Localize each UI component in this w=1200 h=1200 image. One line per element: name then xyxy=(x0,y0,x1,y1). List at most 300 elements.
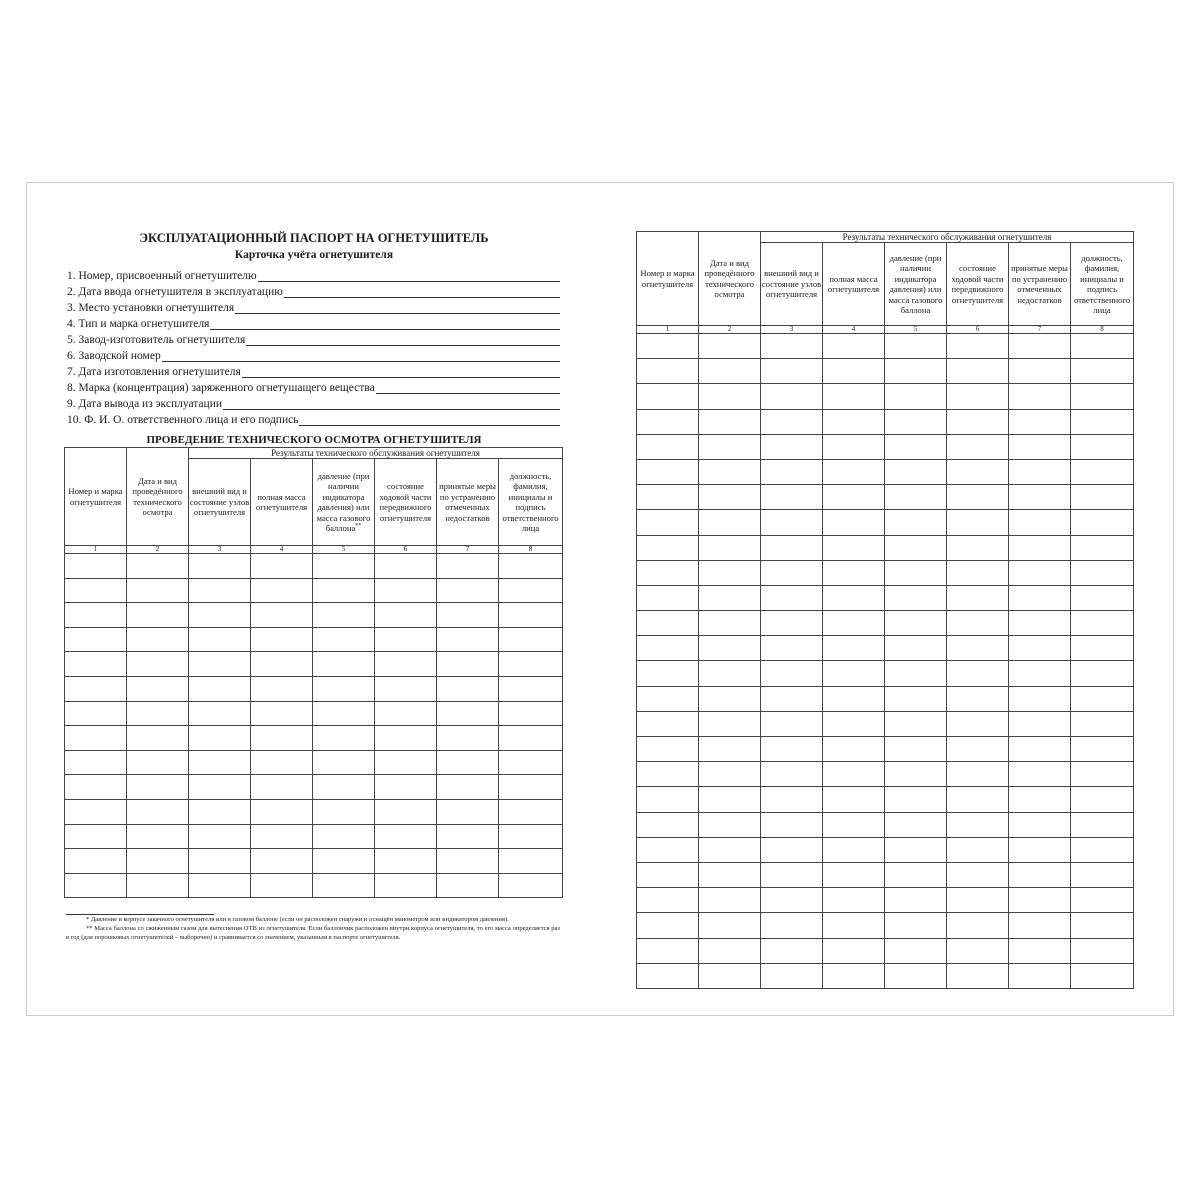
table-cell[interactable] xyxy=(699,384,761,409)
table-cell[interactable] xyxy=(1009,963,1071,988)
table-cell[interactable] xyxy=(375,603,437,628)
table-cell[interactable] xyxy=(437,775,499,800)
table-cell[interactable] xyxy=(699,963,761,988)
table-cell[interactable] xyxy=(699,585,761,610)
table-cell[interactable] xyxy=(1009,535,1071,560)
table-cell[interactable] xyxy=(699,459,761,484)
table-cell[interactable] xyxy=(127,578,189,603)
table-cell[interactable] xyxy=(823,737,885,762)
table-cell[interactable] xyxy=(251,603,313,628)
table-cell[interactable] xyxy=(1071,938,1134,963)
table-cell[interactable] xyxy=(823,409,885,434)
table-cell[interactable] xyxy=(947,812,1009,837)
table-cell[interactable] xyxy=(313,873,375,898)
table-cell[interactable] xyxy=(947,888,1009,913)
table-cell[interactable] xyxy=(823,837,885,862)
table-cell[interactable] xyxy=(189,750,251,775)
table-cell[interactable] xyxy=(699,409,761,434)
table-cell[interactable] xyxy=(1071,711,1134,736)
table-cell[interactable] xyxy=(437,554,499,579)
table-cell[interactable] xyxy=(761,485,823,510)
table-cell[interactable] xyxy=(127,824,189,849)
table-cell[interactable] xyxy=(699,661,761,686)
table-cell[interactable] xyxy=(1009,762,1071,787)
table-cell[interactable] xyxy=(251,652,313,677)
table-cell[interactable] xyxy=(375,726,437,751)
table-cell[interactable] xyxy=(885,686,947,711)
table-cell[interactable] xyxy=(437,799,499,824)
table-cell[interactable] xyxy=(637,359,699,384)
field-manufacturer[interactable] xyxy=(64,331,560,347)
table-cell[interactable] xyxy=(1009,737,1071,762)
table-cell[interactable] xyxy=(127,676,189,701)
table-cell[interactable] xyxy=(947,913,1009,938)
table-cell[interactable] xyxy=(947,737,1009,762)
table-cell[interactable] xyxy=(1071,963,1134,988)
table-cell[interactable] xyxy=(761,510,823,535)
table-cell[interactable] xyxy=(637,485,699,510)
table-cell[interactable] xyxy=(823,334,885,359)
table-cell[interactable] xyxy=(437,701,499,726)
table-cell[interactable] xyxy=(823,963,885,988)
table-cell[interactable] xyxy=(637,560,699,585)
table-cell[interactable] xyxy=(947,459,1009,484)
table-cell[interactable] xyxy=(947,787,1009,812)
table-cell[interactable] xyxy=(1071,585,1134,610)
table-cell[interactable] xyxy=(1009,787,1071,812)
table-cell[interactable] xyxy=(823,812,885,837)
table-cell[interactable] xyxy=(637,888,699,913)
table-cell[interactable] xyxy=(1071,913,1134,938)
table-cell[interactable] xyxy=(823,888,885,913)
table-cell[interactable] xyxy=(885,938,947,963)
table-cell[interactable] xyxy=(699,686,761,711)
table-cell[interactable] xyxy=(885,888,947,913)
table-cell[interactable] xyxy=(823,434,885,459)
table-cell[interactable] xyxy=(761,762,823,787)
table-cell[interactable] xyxy=(189,578,251,603)
table-cell[interactable] xyxy=(127,726,189,751)
table-cell[interactable] xyxy=(823,560,885,585)
table-cell[interactable] xyxy=(1071,535,1134,560)
field-location[interactable] xyxy=(64,299,560,315)
table-cell[interactable] xyxy=(375,849,437,874)
table-cell[interactable] xyxy=(823,762,885,787)
table-cell[interactable] xyxy=(189,726,251,751)
table-cell[interactable] xyxy=(761,459,823,484)
table-cell[interactable] xyxy=(947,661,1009,686)
table-cell[interactable] xyxy=(699,434,761,459)
table-cell[interactable] xyxy=(189,873,251,898)
table-cell[interactable] xyxy=(251,726,313,751)
table-cell[interactable] xyxy=(65,676,127,701)
table-cell[interactable] xyxy=(637,459,699,484)
table-cell[interactable] xyxy=(65,578,127,603)
table-cell[interactable] xyxy=(313,726,375,751)
table-cell[interactable] xyxy=(637,812,699,837)
table-cell[interactable] xyxy=(499,652,563,677)
table-cell[interactable] xyxy=(699,611,761,636)
table-cell[interactable] xyxy=(885,485,947,510)
table-cell[interactable] xyxy=(947,485,1009,510)
table-cell[interactable] xyxy=(1009,661,1071,686)
table-cell[interactable] xyxy=(947,585,1009,610)
table-cell[interactable] xyxy=(637,737,699,762)
field-responsible[interactable] xyxy=(64,411,560,427)
table-cell[interactable] xyxy=(699,560,761,585)
field-number[interactable] xyxy=(64,267,560,283)
table-cell[interactable] xyxy=(499,873,563,898)
table-cell[interactable] xyxy=(437,824,499,849)
table-cell[interactable] xyxy=(375,627,437,652)
table-cell[interactable] xyxy=(313,701,375,726)
table-cell[interactable] xyxy=(699,812,761,837)
table-cell[interactable] xyxy=(189,554,251,579)
table-cell[interactable] xyxy=(1009,585,1071,610)
table-cell[interactable] xyxy=(189,849,251,874)
table-cell[interactable] xyxy=(499,799,563,824)
table-cell[interactable] xyxy=(65,726,127,751)
table-cell[interactable] xyxy=(947,510,1009,535)
table-cell[interactable] xyxy=(1071,485,1134,510)
table-cell[interactable] xyxy=(437,726,499,751)
table-cell[interactable] xyxy=(1071,560,1134,585)
table-cell[interactable] xyxy=(251,676,313,701)
table-cell[interactable] xyxy=(885,862,947,887)
table-cell[interactable] xyxy=(437,652,499,677)
table-cell[interactable] xyxy=(1009,938,1071,963)
table-cell[interactable] xyxy=(65,554,127,579)
table-cell[interactable] xyxy=(699,913,761,938)
table-cell[interactable] xyxy=(699,485,761,510)
table-cell[interactable] xyxy=(375,554,437,579)
table-cell[interactable] xyxy=(499,775,563,800)
table-cell[interactable] xyxy=(699,359,761,384)
table-cell[interactable] xyxy=(947,560,1009,585)
table-cell[interactable] xyxy=(65,799,127,824)
table-cell[interactable] xyxy=(127,775,189,800)
table-cell[interactable] xyxy=(1071,812,1134,837)
table-cell[interactable] xyxy=(375,873,437,898)
table-cell[interactable] xyxy=(637,409,699,434)
table-cell[interactable] xyxy=(499,554,563,579)
table-cell[interactable] xyxy=(885,661,947,686)
table-cell[interactable] xyxy=(947,837,1009,862)
table-cell[interactable] xyxy=(761,384,823,409)
table-cell[interactable] xyxy=(761,560,823,585)
field-commission-date[interactable] xyxy=(64,283,560,299)
table-cell[interactable] xyxy=(1071,434,1134,459)
table-cell[interactable] xyxy=(637,661,699,686)
table-cell[interactable] xyxy=(947,762,1009,787)
table-cell[interactable] xyxy=(127,873,189,898)
table-cell[interactable] xyxy=(823,938,885,963)
table-cell[interactable] xyxy=(637,862,699,887)
table-cell[interactable] xyxy=(437,676,499,701)
table-cell[interactable] xyxy=(699,636,761,661)
table-cell[interactable] xyxy=(1009,334,1071,359)
table-cell[interactable] xyxy=(251,750,313,775)
table-cell[interactable] xyxy=(761,409,823,434)
table-cell[interactable] xyxy=(761,711,823,736)
table-cell[interactable] xyxy=(885,434,947,459)
field-serial[interactable] xyxy=(64,347,560,363)
table-cell[interactable] xyxy=(947,434,1009,459)
table-cell[interactable] xyxy=(375,824,437,849)
table-cell[interactable] xyxy=(761,862,823,887)
table-cell[interactable] xyxy=(1071,359,1134,384)
table-cell[interactable] xyxy=(761,359,823,384)
table-cell[interactable] xyxy=(637,913,699,938)
table-cell[interactable] xyxy=(499,627,563,652)
table-cell[interactable] xyxy=(947,963,1009,988)
table-cell[interactable] xyxy=(1071,636,1134,661)
table-cell[interactable] xyxy=(1071,787,1134,812)
table-cell[interactable] xyxy=(1071,384,1134,409)
table-cell[interactable] xyxy=(885,737,947,762)
table-cell[interactable] xyxy=(65,824,127,849)
table-cell[interactable] xyxy=(1071,862,1134,887)
table-cell[interactable] xyxy=(1009,862,1071,887)
table-cell[interactable] xyxy=(251,799,313,824)
table-cell[interactable] xyxy=(251,873,313,898)
table-cell[interactable] xyxy=(65,849,127,874)
table-cell[interactable] xyxy=(637,510,699,535)
table-cell[interactable] xyxy=(823,384,885,409)
table-cell[interactable] xyxy=(313,627,375,652)
table-cell[interactable] xyxy=(1071,409,1134,434)
table-cell[interactable] xyxy=(1071,510,1134,535)
table-cell[interactable] xyxy=(313,676,375,701)
table-cell[interactable] xyxy=(1009,459,1071,484)
table-cell[interactable] xyxy=(1009,711,1071,736)
table-cell[interactable] xyxy=(1009,359,1071,384)
table-cell[interactable] xyxy=(1009,812,1071,837)
table-cell[interactable] xyxy=(947,938,1009,963)
table-cell[interactable] xyxy=(947,359,1009,384)
table-cell[interactable] xyxy=(1009,888,1071,913)
table-cell[interactable] xyxy=(1009,434,1071,459)
table-cell[interactable] xyxy=(251,554,313,579)
table-cell[interactable] xyxy=(313,849,375,874)
table-cell[interactable] xyxy=(375,750,437,775)
table-cell[interactable] xyxy=(947,384,1009,409)
table-cell[interactable] xyxy=(761,611,823,636)
table-cell[interactable] xyxy=(251,824,313,849)
table-cell[interactable] xyxy=(65,873,127,898)
table-cell[interactable] xyxy=(499,849,563,874)
table-cell[interactable] xyxy=(189,603,251,628)
table-cell[interactable] xyxy=(375,775,437,800)
table-cell[interactable] xyxy=(375,652,437,677)
table-cell[interactable] xyxy=(313,554,375,579)
table-cell[interactable] xyxy=(313,775,375,800)
field-agent[interactable] xyxy=(64,379,560,395)
table-cell[interactable] xyxy=(699,510,761,535)
table-cell[interactable] xyxy=(313,578,375,603)
table-cell[interactable] xyxy=(761,434,823,459)
table-cell[interactable] xyxy=(761,535,823,560)
table-cell[interactable] xyxy=(189,627,251,652)
table-cell[interactable] xyxy=(947,611,1009,636)
table-cell[interactable] xyxy=(823,459,885,484)
field-decommission-date[interactable] xyxy=(64,395,560,411)
table-cell[interactable] xyxy=(699,535,761,560)
table-cell[interactable] xyxy=(761,334,823,359)
table-cell[interactable] xyxy=(761,963,823,988)
table-cell[interactable] xyxy=(885,384,947,409)
table-cell[interactable] xyxy=(375,799,437,824)
table-cell[interactable] xyxy=(313,652,375,677)
table-cell[interactable] xyxy=(65,750,127,775)
table-cell[interactable] xyxy=(251,578,313,603)
table-cell[interactable] xyxy=(1009,384,1071,409)
table-cell[interactable] xyxy=(823,661,885,686)
table-cell[interactable] xyxy=(699,862,761,887)
table-cell[interactable] xyxy=(823,535,885,560)
table-cell[interactable] xyxy=(699,711,761,736)
table-cell[interactable] xyxy=(761,938,823,963)
table-cell[interactable] xyxy=(65,627,127,652)
table-cell[interactable] xyxy=(127,627,189,652)
table-cell[interactable] xyxy=(637,938,699,963)
table-cell[interactable] xyxy=(313,824,375,849)
table-cell[interactable] xyxy=(637,535,699,560)
table-cell[interactable] xyxy=(189,676,251,701)
table-cell[interactable] xyxy=(127,799,189,824)
table-cell[interactable] xyxy=(375,578,437,603)
table-cell[interactable] xyxy=(637,963,699,988)
table-cell[interactable] xyxy=(499,578,563,603)
table-cell[interactable] xyxy=(699,762,761,787)
table-cell[interactable] xyxy=(1009,636,1071,661)
table-cell[interactable] xyxy=(947,636,1009,661)
table-cell[interactable] xyxy=(1009,409,1071,434)
table-cell[interactable] xyxy=(127,652,189,677)
table-cell[interactable] xyxy=(823,913,885,938)
table-cell[interactable] xyxy=(1009,686,1071,711)
table-cell[interactable] xyxy=(637,585,699,610)
table-cell[interactable] xyxy=(499,750,563,775)
table-cell[interactable] xyxy=(437,750,499,775)
table-cell[interactable] xyxy=(947,862,1009,887)
table-cell[interactable] xyxy=(1071,334,1134,359)
table-cell[interactable] xyxy=(65,775,127,800)
table-cell[interactable] xyxy=(947,334,1009,359)
table-cell[interactable] xyxy=(251,627,313,652)
table-cell[interactable] xyxy=(1009,485,1071,510)
table-cell[interactable] xyxy=(699,938,761,963)
table-cell[interactable] xyxy=(823,510,885,535)
table-cell[interactable] xyxy=(1009,837,1071,862)
table-cell[interactable] xyxy=(637,434,699,459)
table-cell[interactable] xyxy=(761,913,823,938)
table-cell[interactable] xyxy=(437,873,499,898)
table-cell[interactable] xyxy=(699,787,761,812)
table-cell[interactable] xyxy=(1009,913,1071,938)
table-cell[interactable] xyxy=(885,963,947,988)
table-cell[interactable] xyxy=(127,701,189,726)
table-cell[interactable] xyxy=(761,636,823,661)
table-cell[interactable] xyxy=(1009,560,1071,585)
table-cell[interactable] xyxy=(127,554,189,579)
table-cell[interactable] xyxy=(823,862,885,887)
table-cell[interactable] xyxy=(313,750,375,775)
table-cell[interactable] xyxy=(947,535,1009,560)
table-cell[interactable] xyxy=(127,849,189,874)
table-cell[interactable] xyxy=(1071,661,1134,686)
table-cell[interactable] xyxy=(251,775,313,800)
table-cell[interactable] xyxy=(251,701,313,726)
table-cell[interactable] xyxy=(1071,888,1134,913)
table-cell[interactable] xyxy=(699,737,761,762)
table-cell[interactable] xyxy=(823,359,885,384)
table-cell[interactable] xyxy=(499,603,563,628)
table-cell[interactable] xyxy=(637,837,699,862)
field-manufacture-date[interactable] xyxy=(64,363,560,379)
table-cell[interactable] xyxy=(699,888,761,913)
field-type[interactable] xyxy=(64,315,560,331)
table-cell[interactable] xyxy=(885,812,947,837)
table-cell[interactable] xyxy=(127,603,189,628)
table-cell[interactable] xyxy=(637,334,699,359)
table-cell[interactable] xyxy=(1071,611,1134,636)
table-cell[interactable] xyxy=(1071,686,1134,711)
table-cell[interactable] xyxy=(189,799,251,824)
table-cell[interactable] xyxy=(885,585,947,610)
table-cell[interactable] xyxy=(885,913,947,938)
table-cell[interactable] xyxy=(761,787,823,812)
table-cell[interactable] xyxy=(823,787,885,812)
table-cell[interactable] xyxy=(499,726,563,751)
table-cell[interactable] xyxy=(761,661,823,686)
table-cell[interactable] xyxy=(761,686,823,711)
table-cell[interactable] xyxy=(823,686,885,711)
table-cell[interactable] xyxy=(823,485,885,510)
table-cell[interactable] xyxy=(699,334,761,359)
table-cell[interactable] xyxy=(1071,459,1134,484)
table-cell[interactable] xyxy=(885,837,947,862)
table-cell[interactable] xyxy=(637,611,699,636)
table-cell[interactable] xyxy=(637,636,699,661)
table-cell[interactable] xyxy=(885,636,947,661)
table-cell[interactable] xyxy=(437,603,499,628)
table-cell[interactable] xyxy=(189,652,251,677)
table-cell[interactable] xyxy=(761,888,823,913)
table-cell[interactable] xyxy=(823,585,885,610)
table-cell[interactable] xyxy=(189,775,251,800)
table-cell[interactable] xyxy=(885,359,947,384)
table-cell[interactable] xyxy=(823,711,885,736)
table-cell[interactable] xyxy=(761,837,823,862)
table-cell[interactable] xyxy=(885,409,947,434)
table-cell[interactable] xyxy=(499,676,563,701)
table-cell[interactable] xyxy=(823,636,885,661)
table-cell[interactable] xyxy=(885,560,947,585)
table-cell[interactable] xyxy=(313,603,375,628)
table-cell[interactable] xyxy=(637,686,699,711)
table-cell[interactable] xyxy=(823,611,885,636)
table-cell[interactable] xyxy=(885,611,947,636)
table-cell[interactable] xyxy=(699,837,761,862)
table-cell[interactable] xyxy=(251,849,313,874)
table-cell[interactable] xyxy=(885,787,947,812)
table-cell[interactable] xyxy=(1009,510,1071,535)
table-cell[interactable] xyxy=(437,578,499,603)
table-cell[interactable] xyxy=(761,585,823,610)
table-cell[interactable] xyxy=(65,603,127,628)
table-cell[interactable] xyxy=(437,849,499,874)
